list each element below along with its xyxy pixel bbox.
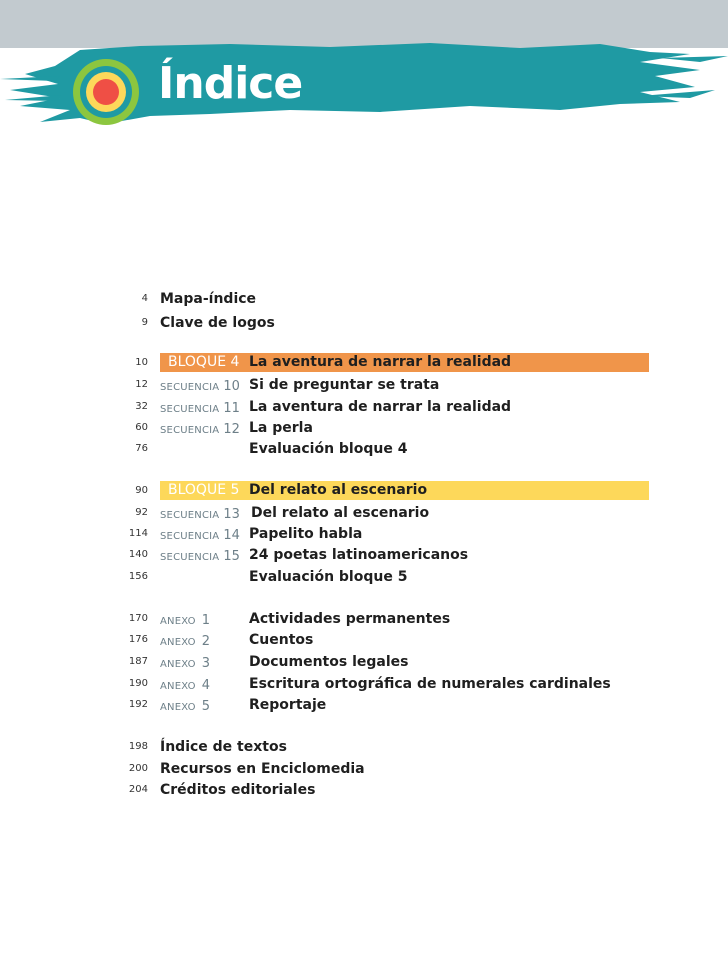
page-number: 4 xyxy=(141,293,148,304)
sequence-tag: SECUENCIA 10 xyxy=(160,379,240,394)
toc-row xyxy=(0,695,728,715)
bloque-label: BLOQUE 5 xyxy=(168,482,240,498)
toc-row xyxy=(0,397,728,417)
page-number: 192 xyxy=(128,699,148,710)
toc-row xyxy=(0,439,728,459)
toc-entry: La perla xyxy=(249,420,313,436)
toc-row xyxy=(0,545,728,565)
page-number: 76 xyxy=(135,443,148,454)
toc-row xyxy=(0,375,728,395)
brush-streak xyxy=(0,76,60,81)
page-number: 190 xyxy=(128,678,148,689)
bloque-title: La aventura de narrar la realidad xyxy=(249,354,512,370)
toc-row xyxy=(0,313,728,333)
toc-entry: Créditos editoriales xyxy=(160,782,316,798)
toc-row xyxy=(0,759,728,779)
sequence-tag: SECUENCIA 15 xyxy=(160,549,240,564)
toc-entry: Clave de logos xyxy=(160,315,275,331)
page-number: 187 xyxy=(128,656,148,667)
toc-entry: Si de preguntar se trata xyxy=(249,377,440,393)
page-number: 32 xyxy=(135,401,148,412)
page-number: 92 xyxy=(135,507,148,518)
page-number: 12 xyxy=(135,379,148,390)
sequence-tag: SECUENCIA 13 xyxy=(160,507,240,522)
toc-entry: 24 poetas latinoamericanos xyxy=(249,547,469,563)
toc-entry: Reportaje xyxy=(249,697,327,713)
anexo-tag: ANEXO 2 xyxy=(160,634,211,649)
page-number: 170 xyxy=(128,613,148,624)
anexo-tag: ANEXO 3 xyxy=(160,656,211,671)
toc-entry: La aventura de narrar la realidad xyxy=(249,399,512,415)
page-number: 90 xyxy=(135,485,148,496)
sequence-tag: SECUENCIA 14 xyxy=(160,528,240,543)
brush-streak xyxy=(5,95,62,101)
bloque-title: Del relato al escenario xyxy=(249,482,428,498)
page-number: 10 xyxy=(135,357,148,368)
toc-row xyxy=(0,609,728,629)
page-number: 9 xyxy=(141,317,148,328)
toc-entry: Mapa-índice xyxy=(160,291,257,307)
toc-entry: Cuentos xyxy=(249,632,314,648)
toc-row xyxy=(0,567,728,587)
sequence-tag: SECUENCIA 11 xyxy=(160,401,240,416)
toc-entry: Evaluación bloque 5 xyxy=(249,569,408,585)
toc-row xyxy=(0,418,728,438)
anexo-tag: ANEXO 5 xyxy=(160,699,211,714)
toc-entry: Escritura ortográfica de numerales cardinales xyxy=(249,676,611,692)
brush-banner xyxy=(0,32,728,142)
page-title: Índice xyxy=(158,58,303,109)
toc-entry: Índice de textos xyxy=(160,739,287,755)
toc-row xyxy=(0,674,728,694)
toc-row xyxy=(0,503,728,523)
toc-entry: Papelito habla xyxy=(249,526,363,542)
toc-row xyxy=(0,737,728,757)
toc-entry: Evaluación bloque 4 xyxy=(249,441,408,457)
bloque-row xyxy=(0,481,728,501)
page-number: 60 xyxy=(135,422,148,433)
target-inner xyxy=(93,79,119,105)
page-number: 204 xyxy=(128,784,148,795)
page-number: 176 xyxy=(128,634,148,645)
toc-row xyxy=(0,652,728,672)
toc-row xyxy=(0,289,728,309)
bloque-row xyxy=(0,353,728,373)
bloque-label: BLOQUE 4 xyxy=(168,354,240,370)
toc-row xyxy=(0,780,728,800)
toc-entry: Recursos en Enciclomedia xyxy=(160,761,365,777)
toc-entry: Del relato al escenario xyxy=(251,505,430,521)
page-number: 200 xyxy=(128,763,148,774)
anexo-tag: ANEXO 1 xyxy=(160,613,211,628)
toc-entry: Actividades permanentes xyxy=(249,611,451,627)
page-number: 114 xyxy=(128,528,148,539)
page-number: 140 xyxy=(128,549,148,560)
toc-row xyxy=(0,630,728,650)
toc-row xyxy=(0,524,728,544)
anexo-tag: ANEXO 4 xyxy=(160,678,211,693)
page-number: 156 xyxy=(128,571,148,582)
sequence-tag: SECUENCIA 12 xyxy=(160,422,240,437)
toc-entry: Documentos legales xyxy=(249,654,409,670)
page-number: 198 xyxy=(128,741,148,752)
